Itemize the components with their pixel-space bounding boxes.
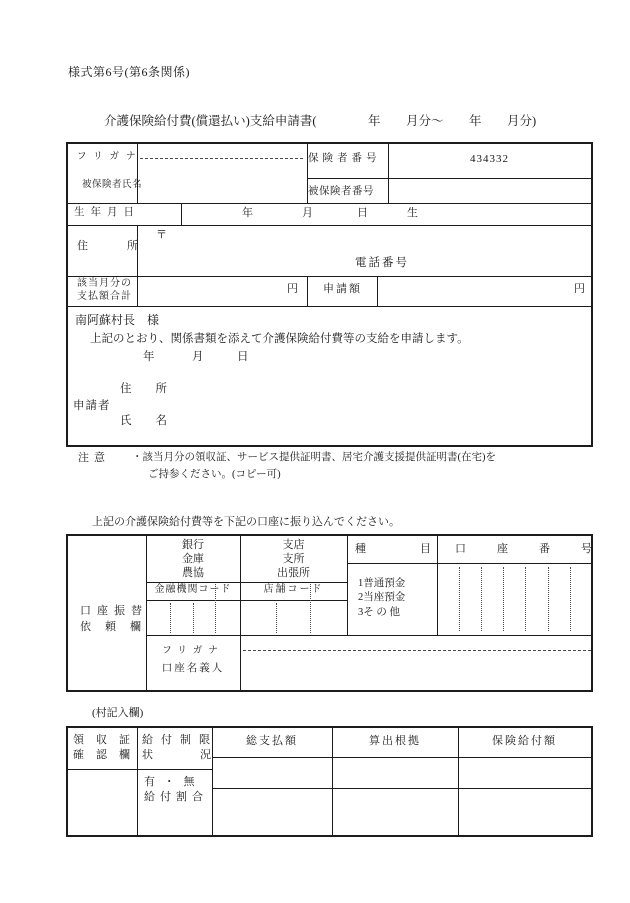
- divider: [347, 536, 348, 635]
- bank-instruction: 上記の介護保険給付費等を下記の口座に振り込んでください。: [92, 516, 400, 528]
- account-number-label: 口座番号: [455, 543, 623, 555]
- divider: [377, 276, 378, 306]
- declaration-text: 上記のとおり、関係書類を添えて介護保険給付費等の支給を申請します。: [90, 333, 469, 345]
- divider: [68, 276, 591, 277]
- note-line2: ご持参ください。(コピー可): [148, 469, 281, 480]
- bank-code-cell-divider: [193, 603, 194, 633]
- form-number: 様式第6号(第6条関係): [68, 65, 190, 79]
- date-year-label: 年: [143, 351, 155, 363]
- birth-date-label: 生年月日: [74, 207, 140, 218]
- note-line1: ・該当月分の領収証、サービス提供証明書、居宅介護支援提供証明書(在宅)を: [132, 452, 496, 463]
- transfer-request-label-line2: 依頼欄: [80, 621, 155, 633]
- addressee: 南阿蘇村長 様: [75, 313, 160, 327]
- furigana-label: フリガナ: [77, 152, 143, 162]
- bank-code-cell-divider: [170, 603, 171, 633]
- branch-code-cell-divider: [276, 603, 277, 633]
- office-table: [66, 726, 593, 837]
- divider: [388, 144, 389, 203]
- title-month-from: 月分～: [406, 114, 444, 128]
- bank-table: [66, 534, 623, 692]
- calc-basis-column-header: 算出根拠: [369, 735, 421, 747]
- benefit-amount-column-header: 保険給付額: [492, 735, 557, 747]
- account-type-option-ordinary: 1普通預金: [358, 578, 406, 589]
- birth-suffix-label: 生: [407, 207, 418, 219]
- claim-amount-label: 申請額: [323, 283, 362, 295]
- divider: [68, 769, 212, 770]
- branch-type-suboffice: 出張所: [277, 567, 310, 579]
- divider: [68, 225, 591, 226]
- birth-month-label: 月: [302, 207, 313, 219]
- divider: [68, 203, 591, 204]
- phone-label: 電話番号: [355, 257, 409, 269]
- furigana-writing-line: [140, 158, 303, 159]
- page-title: 介護保険給付費(償還払い)支給申請書(: [104, 114, 317, 128]
- monthly-total-label-line1: 該当月分の: [77, 278, 132, 289]
- bank-type-coop: 農協: [182, 567, 204, 579]
- divider: [307, 178, 591, 179]
- yen-label-claim: 円: [574, 283, 585, 295]
- account-number-cell-divider: [548, 567, 549, 631]
- benefit-ratio-label: 給付割合: [144, 791, 208, 803]
- holder-furigana-label: フリガナ: [162, 646, 224, 656]
- birth-day-label: 日: [357, 207, 368, 219]
- benefit-limit-options: 有 ・ 無: [144, 776, 198, 788]
- address-label: 住所: [77, 240, 177, 252]
- insurer-number-label: 保険者番号: [308, 153, 381, 164]
- receipt-check-label-line2: 確認欄: [73, 749, 142, 761]
- divider: [146, 635, 591, 636]
- yen-label-total: 円: [287, 283, 298, 295]
- title-month-to: 月分): [507, 114, 537, 128]
- bank-type-bank: 銀行: [182, 539, 204, 551]
- bank-code-label: 金融機関コード: [154, 584, 232, 595]
- account-number-cell-divider: [503, 567, 504, 631]
- monthly-total-label-line2: 支払額合計: [77, 291, 132, 302]
- account-number-cell-divider: [525, 567, 526, 631]
- date-month-label: 月: [192, 351, 204, 363]
- account-number-cell-divider: [459, 567, 460, 631]
- note-label: 注意: [78, 452, 110, 464]
- insurer-number-value: 434332: [470, 153, 509, 165]
- branch-type-office: 支所: [282, 553, 305, 565]
- date-day-label: 日: [237, 351, 249, 363]
- bank-type-shinkin: 金庫: [182, 553, 204, 565]
- birth-year-label: 年: [242, 207, 253, 219]
- office-section-label: (村記入欄): [92, 707, 144, 719]
- branch-type-branch: 支店: [282, 539, 305, 551]
- applicant-address-label: 住所: [120, 383, 191, 395]
- applicant-name-label: 氏名: [120, 415, 191, 427]
- account-type-option-other: 3そ の 他: [358, 607, 400, 618]
- holder-name-label: 口座名義人: [161, 663, 225, 674]
- divider: [146, 582, 347, 583]
- benefit-limit-label-line1: 給付制限: [142, 734, 218, 746]
- branch-code-label: 店舗コード: [263, 584, 324, 595]
- postal-mark: 〒: [156, 229, 167, 241]
- insured-number-label: 被保険者番号: [308, 186, 374, 197]
- divider: [347, 563, 591, 564]
- applicant-label: 申請者: [73, 400, 111, 412]
- divider: [137, 225, 138, 306]
- title-year-to: 年: [469, 114, 482, 128]
- holder-furigana-writing-line: [243, 650, 591, 651]
- divider: [146, 600, 347, 601]
- divider: [68, 306, 591, 307]
- account-number-cell-divider: [481, 567, 482, 631]
- insured-name-label: 被保険者氏名: [82, 180, 143, 190]
- divider: [212, 757, 591, 758]
- account-number-cell-divider: [570, 567, 571, 631]
- applicant-table: [66, 142, 593, 447]
- divider: [212, 788, 591, 789]
- transfer-request-label-line1: 口座振替: [80, 605, 148, 617]
- benefit-limit-label-line2: 状況: [142, 749, 258, 761]
- total-paid-column-header: 総支払額: [246, 735, 298, 747]
- account-type-option-current: 2当座預金: [358, 592, 406, 603]
- receipt-check-label-line1: 領収証: [73, 734, 142, 746]
- divider: [181, 203, 182, 225]
- title-year-from: 年: [368, 114, 381, 128]
- account-type-label: 種目: [355, 543, 485, 555]
